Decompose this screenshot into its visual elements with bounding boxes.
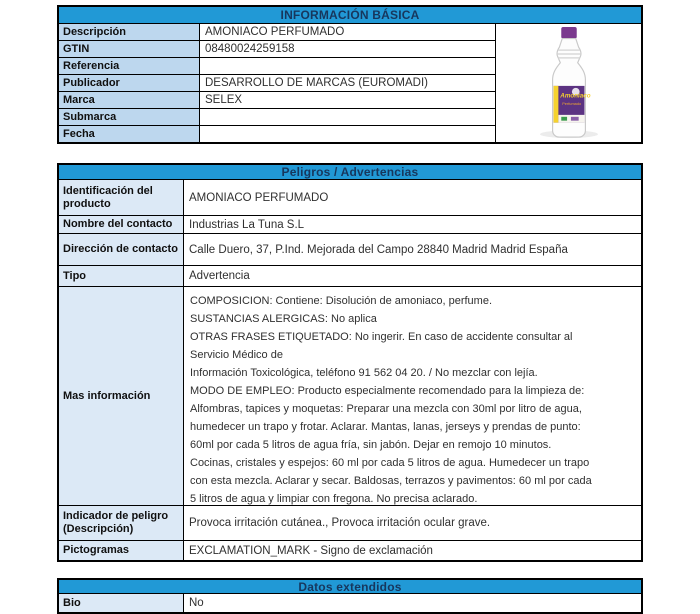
row-label-direccion-contacto: Dirección de contacto: [59, 234, 183, 265]
row-value-nombre-contacto: Industrias La Tuna S.L: [184, 216, 641, 233]
row-value-pictogramas: EXCLAMATION_MARK - Signo de exclamación: [184, 541, 641, 560]
row-label-fecha: Fecha: [59, 126, 199, 142]
bottle-cap: [561, 27, 576, 39]
row-value-tipo: Advertencia: [184, 266, 641, 286]
row-label-publicador: Publicador: [59, 75, 199, 91]
basic-info-table: [57, 5, 643, 144]
ammonia-bottle-icon: [517, 26, 621, 140]
row-label-mas-informacion: Mas información: [59, 287, 183, 505]
bottle-brand-text: Amoniaco: [559, 92, 591, 100]
row-value-publicador: DESARROLLO DE MARCAS (EUROMADI): [200, 75, 495, 91]
basic-info-title: INFORMACIÓN BÁSICA: [59, 7, 641, 23]
row-value-referencia: [200, 58, 495, 74]
row-label-pictogramas: Pictogramas: [59, 541, 183, 560]
hazards-table: [57, 163, 643, 562]
row-value-gtin: 08480024259158: [200, 41, 495, 57]
row-label-bio: Bio: [59, 594, 183, 612]
hazards-title: Peligros / Advertencias: [59, 165, 641, 179]
row-label-referencia: Referencia: [59, 58, 199, 74]
row-value-bio: No: [184, 594, 641, 612]
row-value-direccion-contacto: Calle Duero, 37, P.Ind. Mejorada del Campo 28840 Madrid Madrid España: [184, 234, 641, 265]
row-label-gtin: GTIN: [59, 41, 199, 57]
row-value-descripcion: AMONIACO PERFUMADO: [200, 24, 495, 40]
row-value-marca: SELEX: [200, 92, 495, 108]
row-value-identificacion: AMONIACO PERFUMADO: [184, 180, 641, 215]
row-label-submarca: Submarca: [59, 109, 199, 125]
row-label-marca: Marca: [59, 92, 199, 108]
row-label-tipo: Tipo: [59, 266, 183, 286]
row-label-descripcion: Descripción: [59, 24, 199, 40]
row-value-fecha: [200, 126, 495, 142]
extended-data-table: [57, 578, 643, 614]
row-value-mas-informacion: COMPOSICION: Contiene: Disolución de amoniaco, perfume. SUSTANCIAS ALERGICAS: No aplica OTRAS FRASES ETIQUETADO: No ingerir. En caso de accidente consultar al Servicio Médico de Información Toxicológica, teléfono 91 562 04 20. / No mezclar con lejía. MODO DE EMPLEO: Producto especialmente recomendado para la limpieza de: Alfombras, tapices y moquetas: Preparar una mezcla con 30ml por litro de agua, humedecer un trapo y frotar. Aclarar. Mantas, lanas, jerseys y prendas de punto: 60ml por cada 5 litros de agua fría, sin jabón. Dejar en remojo 10 minutos. Cocinas, cristales y espejos: 60 ml por cada 5 litros de agua. Humedecer un trapo con esta mezcla. Aclarar y secar. Baldosas, terrazos y pavimentos: 60 ml por cada 5 litros de agua y limpiar con fregona. No precisa aclarado.: [184, 287, 641, 505]
product-image: [496, 24, 641, 142]
row-label-indicador-peligro: Indicador de peligro (Descripción): [59, 506, 183, 540]
row-label-identificacion: Identificación del producto: [59, 180, 183, 215]
row-value-submarca: [200, 109, 495, 125]
bottle-sub-text: Perfumado: [561, 102, 581, 107]
row-value-indicador-peligro: Provoca irritación cutánea., Provoca irritación ocular grave.: [184, 506, 641, 540]
extended-data-title: Datos extendidos: [59, 580, 641, 593]
row-label-nombre-contacto: Nombre del contacto: [59, 216, 183, 233]
